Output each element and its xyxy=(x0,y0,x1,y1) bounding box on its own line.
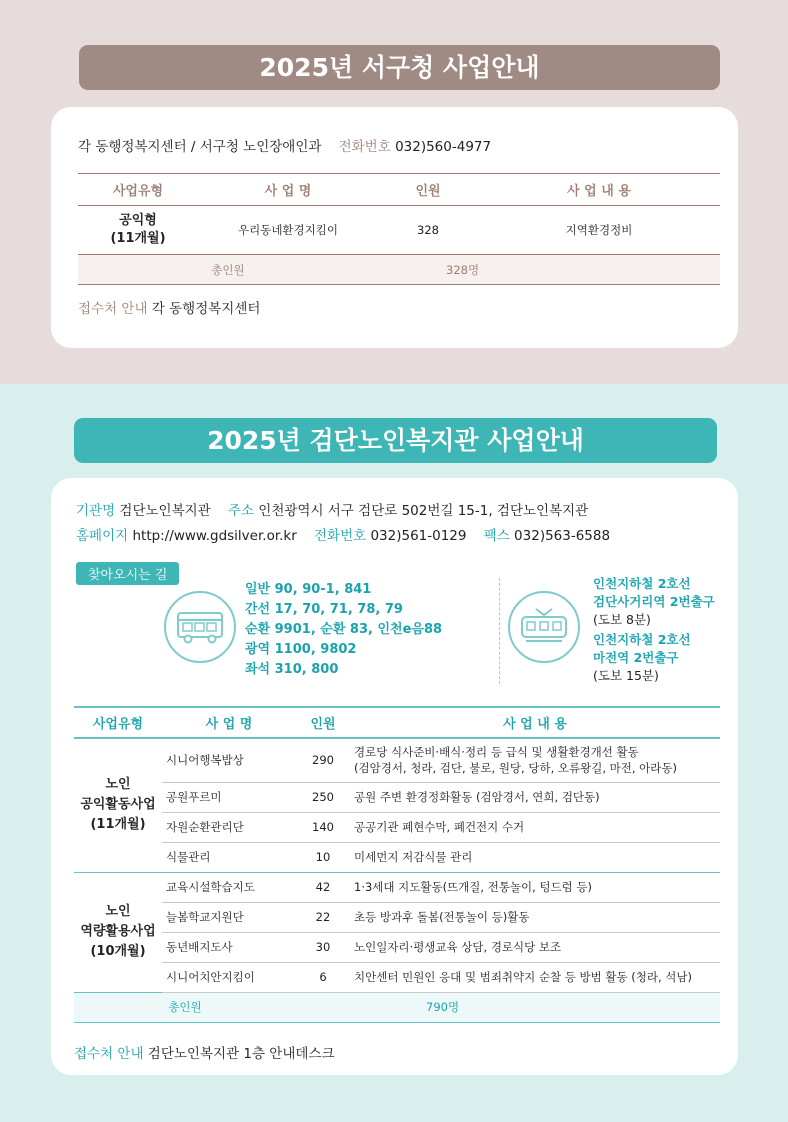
cell-name: 동년배지도사 xyxy=(162,932,296,962)
table-row xyxy=(74,872,720,902)
cell-count: 30 xyxy=(296,932,350,962)
col-header-type: 사업유형 xyxy=(78,174,198,206)
homepage-label: 홈페이지 xyxy=(76,528,129,544)
bus-line-trunk: 간선 17, 70, 71, 78, 79 xyxy=(245,602,403,617)
col-header-content: 사 업 내 용 xyxy=(478,174,720,206)
org-value: 검단노인복지관 xyxy=(119,503,211,519)
bus-line-circular: 순환 9901, 순환 83, 인천e음88 xyxy=(245,622,443,637)
cell-count: 250 xyxy=(296,782,350,812)
cell-name: 교육시설학습지도 xyxy=(162,872,296,902)
subway-walk-1: (도보 8분) xyxy=(593,612,651,627)
geomdan-title: 2025년 검단노인복지관 사업안내 xyxy=(74,418,717,463)
geomdan-table xyxy=(74,706,720,1023)
directions-divider xyxy=(499,578,500,684)
geomdan-reception xyxy=(74,1042,335,1062)
seogu-contact-line xyxy=(78,135,491,155)
subway-line-2: 인천지하철 2호선 xyxy=(593,632,691,647)
cell-count: 22 xyxy=(296,902,350,932)
group-public-activity: 노인 공익활동사업 (11개월) xyxy=(74,738,162,872)
table-row xyxy=(74,782,720,812)
cell-content: 치안센터 민원인 응대 및 범죄취약지 순찰 등 방범 활동 (청라, 석남) xyxy=(350,962,720,992)
subway-exit-1: 검단사거리역 2번출구 xyxy=(593,594,715,609)
cell-content: 경로당 식사준비·배식·정리 등 급식 및 생활환경개선 활동 (검암경서, 청라, 검단, 불로, 원당, 당하, 오류왕길, 마전, 아라동) xyxy=(350,738,720,782)
subway-icon xyxy=(508,591,580,663)
address-value: 인천광역시 서구 검단로 502번길 15-1, 검단노인복지관 xyxy=(258,503,589,519)
col-header-count: 인원 xyxy=(296,707,350,738)
cell-name: 우리동네환경지킴이 xyxy=(238,223,338,237)
phone-label: 전화번호 xyxy=(313,528,367,544)
table-row xyxy=(74,842,720,872)
directions-tag: 찾아오시는 길 xyxy=(76,562,179,585)
cell-content: 노인일자리·평생교육 상담, 경로식당 보조 xyxy=(350,932,720,962)
geomdan-info-line2 xyxy=(76,524,610,544)
phone-value: 032)561-0129 xyxy=(370,528,467,544)
cell-count: 10 xyxy=(296,842,350,872)
seogu-title: 2025년 서구청 사업안내 xyxy=(79,45,720,90)
cell-count: 140 xyxy=(296,812,350,842)
cell-content: 지역환경정비 xyxy=(565,223,633,237)
total-value: 328명 xyxy=(378,255,720,285)
cell-name: 공원푸르미 xyxy=(162,782,296,812)
seogu-org-line: 각 동행정복지센터 / 서구청 노인장애인과 xyxy=(78,139,322,155)
seogu-reception-value: 각 동행정복지센터 xyxy=(151,301,261,317)
subway-walk-2: (도보 15분) xyxy=(593,668,659,683)
geomdan-info-line1 xyxy=(76,499,588,519)
geomdan-table-header xyxy=(74,707,720,738)
cell-name: 자원순환관리단 xyxy=(162,812,296,842)
address-label: 주소 xyxy=(227,503,254,519)
group-capability: 노인 역량활용사업 (10개월) xyxy=(74,872,162,992)
bus-line-seat: 좌석 310, 800 xyxy=(245,662,339,677)
cell-content: 초등 방과후 돌봄(전통놀이 등)활동 xyxy=(350,902,720,932)
geomdan-total-row xyxy=(74,992,720,1022)
cell-content: 미세먼지 저감식물 관리 xyxy=(350,842,720,872)
seogu-table xyxy=(78,173,720,285)
seogu-phone: 032)560-4977 xyxy=(395,139,492,155)
table-row xyxy=(74,812,720,842)
col-header-type: 사업유형 xyxy=(74,707,162,738)
fax-value: 032)563-6588 xyxy=(514,528,611,544)
fax-label: 팩스 xyxy=(483,528,510,544)
seogu-table-header xyxy=(78,174,720,206)
cell-type: 공익형 (11개월) xyxy=(110,213,166,246)
col-header-count: 인원 xyxy=(378,174,478,206)
cell-name: 시니어행복밥상 xyxy=(162,738,296,782)
seogu-card xyxy=(51,107,738,348)
cell-count: 42 xyxy=(296,872,350,902)
seogu-reception xyxy=(78,297,260,317)
table-row xyxy=(78,206,720,255)
bus-line-wide: 광역 1100, 9802 xyxy=(245,642,357,657)
homepage-link[interactable]: http://www.gdsilver.or.kr xyxy=(132,528,297,544)
total-label: 총인원 xyxy=(74,992,296,1022)
bus-lines xyxy=(245,580,442,680)
table-row xyxy=(74,902,720,932)
total-value: 790명 xyxy=(296,992,720,1022)
geomdan-reception-value: 검단노인복지관 1층 안내데스크 xyxy=(147,1046,335,1062)
col-header-content: 사 업 내 용 xyxy=(350,707,720,738)
cell-count: 6 xyxy=(296,962,350,992)
subway-line-1: 인천지하철 2호선 xyxy=(593,576,691,591)
table-row xyxy=(74,738,720,782)
geomdan-card xyxy=(51,478,738,1075)
col-header-name: 사 업 명 xyxy=(198,174,378,206)
org-label: 기관명 xyxy=(76,503,116,519)
cell-name: 늘봄학교지원단 xyxy=(162,902,296,932)
col-header-name: 사 업 명 xyxy=(162,707,296,738)
cell-name: 시니어치안지킴이 xyxy=(162,962,296,992)
table-row xyxy=(74,962,720,992)
bus-icon xyxy=(164,591,236,663)
total-label: 총인원 xyxy=(78,255,378,285)
seogu-reception-label: 접수처 안내 xyxy=(78,301,148,317)
seogu-phone-label: 전화번호 xyxy=(338,139,391,155)
cell-count: 290 xyxy=(296,738,350,782)
cell-content: 공원 주변 환경정화활동 (검암경서, 연희, 검단동) xyxy=(350,782,720,812)
cell-content: 공공기관 폐현수막, 폐건전지 수거 xyxy=(350,812,720,842)
seogu-total-row xyxy=(78,255,720,285)
cell-content: 1·3세대 지도활동(뜨개질, 전통놀이, 텅드럼 등) xyxy=(350,872,720,902)
subway-exit-2: 마전역 2번출구 xyxy=(593,650,679,665)
table-row xyxy=(74,932,720,962)
cell-count: 328 xyxy=(417,223,439,237)
geomdan-reception-label: 접수처 안내 xyxy=(74,1046,144,1062)
subway-info xyxy=(593,575,715,685)
bus-line-general: 일반 90, 90-1, 841 xyxy=(245,582,372,597)
cell-name: 식물관리 xyxy=(162,842,296,872)
